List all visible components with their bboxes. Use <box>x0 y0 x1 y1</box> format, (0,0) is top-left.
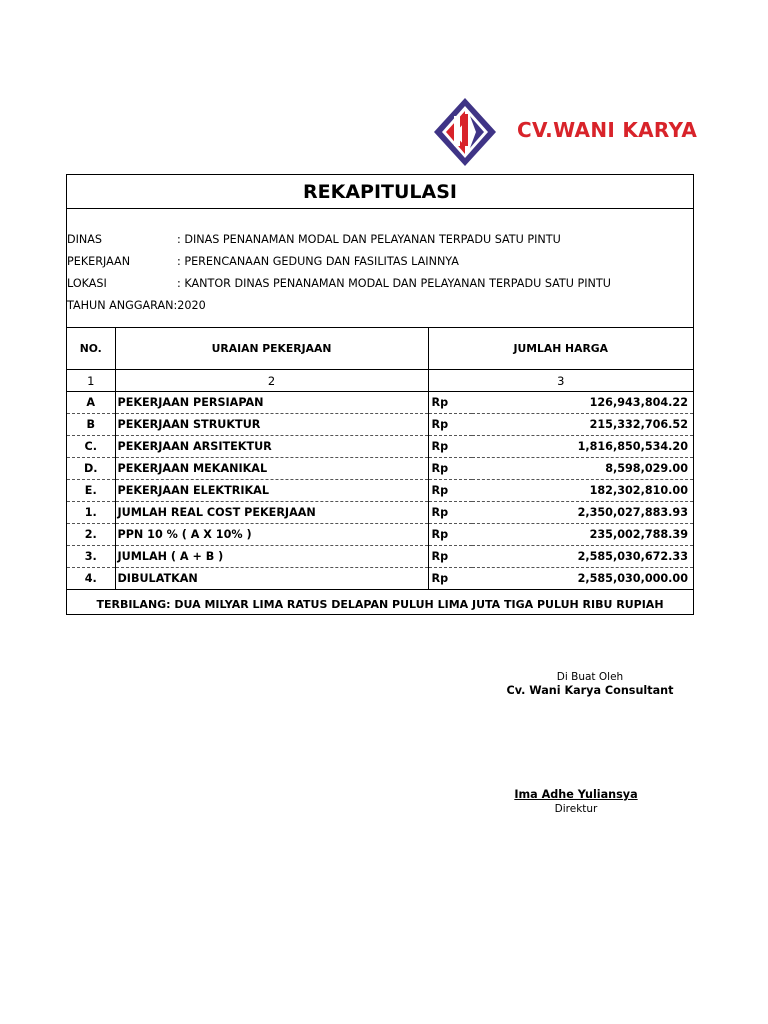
row-no: A <box>67 392 115 414</box>
row-value: 126,943,804.22 <box>472 392 693 414</box>
table-row <box>67 480 693 502</box>
row-no: C. <box>67 436 115 458</box>
index-1: 1 <box>67 370 115 392</box>
table-row <box>67 414 693 436</box>
row-uraian: PEKERJAAN STRUKTUR <box>115 414 428 436</box>
dinas-label: DINAS <box>67 233 103 246</box>
row-value: 182,302,810.00 <box>472 480 693 502</box>
table-header <box>67 328 693 370</box>
row-no: E. <box>67 480 115 502</box>
table-row <box>67 392 693 414</box>
row-no: B <box>67 414 115 436</box>
index-3: 3 <box>428 370 693 392</box>
row-value: 2,585,030,672.33 <box>472 546 693 568</box>
wk-diamond-logo-icon <box>432 96 498 168</box>
pekerjaan-value: : PERENCANAAN GEDUNG DAN FASILITAS LAINNYA <box>177 255 459 268</box>
terbilang-row <box>67 590 693 620</box>
row-currency: Rp <box>428 502 472 524</box>
header-uraian: URAIAN PEKERJAAN <box>115 328 428 370</box>
row-currency: Rp <box>428 546 472 568</box>
row-no: 3. <box>67 546 115 568</box>
lokasi-label: LOKASI <box>67 277 107 290</box>
row-value: 8,598,029.00 <box>472 458 693 480</box>
recap-sheet <box>66 174 694 615</box>
table-row <box>67 436 693 458</box>
row-value: 1,816,850,534.20 <box>472 436 693 458</box>
row-uraian: PEKERJAAN ARSITEKTUR <box>115 436 428 458</box>
row-currency: Rp <box>428 480 472 502</box>
recap-table <box>67 327 693 619</box>
tahun-anggaran: TAHUN ANGGARAN:2020 <box>67 299 206 312</box>
lokasi-value: : KANTOR DINAS PENANAMAN MODAL DAN PELAYANAN TERPADU SATU PINTU <box>177 277 611 290</box>
row-uraian: JUMLAH ( A + B ) <box>115 546 428 568</box>
dinas-value: : DINAS PENANAMAN MODAL DAN PELAYANAN TERPADU SATU PINTU <box>177 233 561 246</box>
table-row <box>67 502 693 524</box>
row-no: 4. <box>67 568 115 590</box>
row-uraian: PEKERJAAN MEKANIKAL <box>115 458 428 480</box>
row-value: 2,350,027,883.93 <box>472 502 693 524</box>
row-uraian: DIBULATKAN <box>115 568 428 590</box>
row-currency: Rp <box>428 436 472 458</box>
table-row <box>67 458 693 480</box>
made-by-label: Di Buat Oleh <box>556 671 624 683</box>
row-no: 2. <box>67 524 115 546</box>
terbilang-text: TERBILANG: DUA MILYAR LIMA RATUS DELAPAN PULUH LIMA JUTA TIGA PULUH RIBU RUPIAH <box>96 598 664 611</box>
header-no: NO. <box>67 328 115 370</box>
row-currency: Rp <box>428 392 472 414</box>
company-name: CV.WANI KARYA <box>517 118 698 142</box>
page-title: REKAPITULASI <box>67 175 693 209</box>
row-no: 1. <box>67 502 115 524</box>
index-2: 2 <box>115 370 428 392</box>
row-uraian: PEKERJAAN ELEKTRIKAL <box>115 480 428 502</box>
row-currency: Rp <box>428 414 472 436</box>
table-index-row <box>67 370 693 392</box>
row-currency: Rp <box>428 458 472 480</box>
row-uraian: JUMLAH REAL COST PEKERJAAN <box>115 502 428 524</box>
row-no: D. <box>67 458 115 480</box>
signer-company: Cv. Wani Karya Consultant <box>506 684 674 697</box>
row-value: 235,002,788.39 <box>472 524 693 546</box>
row-value: 2,585,030,000.00 <box>472 568 693 590</box>
signer-role: Direktur <box>554 803 598 815</box>
row-uraian: PEKERJAAN PERSIAPAN <box>115 392 428 414</box>
row-value: 215,332,706.52 <box>472 414 693 436</box>
header-jumlah: JUMLAH HARGA <box>428 328 693 370</box>
row-uraian: PPN 10 % ( A X 10% ) <box>115 524 428 546</box>
row-currency: Rp <box>428 568 472 590</box>
pekerjaan-label: PEKERJAAN <box>67 255 131 268</box>
table-row <box>67 546 693 568</box>
signer-name: Ima Adhe Yuliansya <box>514 788 638 801</box>
row-currency: Rp <box>428 524 472 546</box>
table-row <box>67 568 693 590</box>
table-row <box>67 524 693 546</box>
